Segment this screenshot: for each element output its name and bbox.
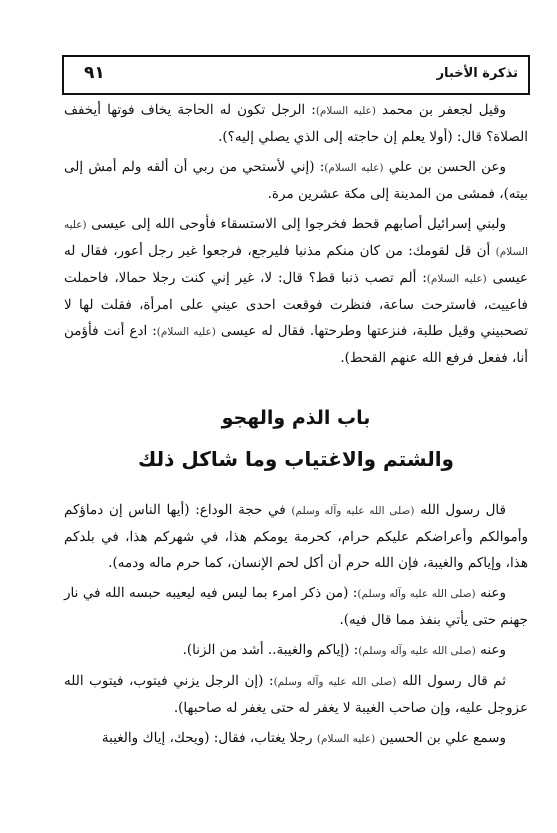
text-block-lower <box>64 497 528 752</box>
paragraph: ثم قال رسول الله (صلى الله عليه وآله وسلم): (إن الرجل يزني فيتوب، فيتوب الله عزوجل عليه، وإن صاحب الغيبة لا يغفر له حتى يغفر له صاحبها). <box>64 673 528 716</box>
honorific: (صلى الله عليه وآله وسلم) <box>291 505 415 517</box>
page-number: ٩١ <box>84 63 105 83</box>
text-block-upper <box>64 97 528 371</box>
paragraph: وعنه (صلى الله عليه وآله وسلم): (من ذكر امرء بما ليس فيه ليعيبه حبسه الله في نار جهنم حتى يأتي بنفذ مما قال فيه). <box>64 585 528 628</box>
chapter-subtitle: والشتم والاغتياب وما شاكل ذلك <box>137 447 454 471</box>
honorific: (عليه السلام) <box>324 162 384 174</box>
honorific: (عليه السلام) <box>315 105 376 117</box>
honorific: (عليه السلام) <box>156 326 216 338</box>
paragraph: وعن الحسن بن علي (عليه السلام): (إني لأستحي من ربي أن ألقه ولم أمش إلى بيته)، فمشى من المدينة إلى مكة عشرين مرة. <box>64 159 528 202</box>
paragraph: قال رسول الله (صلى الله عليه وآله وسلم) في حجة الوداع: (أيها الناس إن دماؤكم وأموالكم وأعراضكم عليكم حرام، كحرمة يومكم هذا، في شهركم هذا، في بلدكم هذا، وإياكم والغيبة، فإن الله حرم أن أكل لحم الإنسان، كما حرم ماله ودمه). <box>64 502 528 571</box>
paragraph: وقيل لجعفر بن محمد (عليه السلام): الرجل تكون له الحاجة يخاف فوتها أيخفف الصلاة؟ قال: (أولا يعلم إن حاجته إلى الذي يصلي إليه؟). <box>64 102 528 145</box>
chapter-title: باب الذم والهجو <box>221 407 371 429</box>
book-title: تذكرة الأخبار <box>436 66 518 81</box>
honorific: (عليه السلام) <box>64 219 528 258</box>
honorific: (عليه السلام) <box>316 733 376 745</box>
paragraph: ولبني إسرائيل أصابهم قحط فخرجوا إلى الاستسقاء فأوحى الله إلى عيسى (عليه السلام) أن قل لقومك: من كان منكم مذنبا فليرجع، فرجعوا غير رجل أعور، فقال له عيسى (عليه السلام): ألم تصب ذنبا قط؟ قال: لا، غير إني كنت رجلا حمالا، فاحملت فاعييت، فاسترحت ساعة، فنظرت فوقعت احدى عيني على امرأة، فقلت لها لا تصحبيني وقيل طلبة، فنزعتها وطرحتها. فقال له عيسى (عليه السلام): ادع أنت فأؤمن أنا، ففعل فرفع الله عنهم القحط). <box>64 216 529 366</box>
honorific: (صلى الله عليه وآله وسلم) <box>358 645 476 657</box>
paragraph: وعنه (صلى الله عليه وآله وسلم): (إياكم والغيبة.. أشد من الزنا). <box>182 642 506 658</box>
honorific: (عليه السلام) <box>426 273 487 285</box>
honorific: (صلى الله عليه وآله وسلم) <box>273 676 397 688</box>
honorific: (صلى الله عليه وآله وسلم) <box>357 588 476 600</box>
running-header <box>62 55 530 95</box>
paragraph: وسمع علي بن الحسين (عليه السلام) رجلا يغتاب، فقال: (ويحك، إياك والغيبة <box>101 730 506 746</box>
